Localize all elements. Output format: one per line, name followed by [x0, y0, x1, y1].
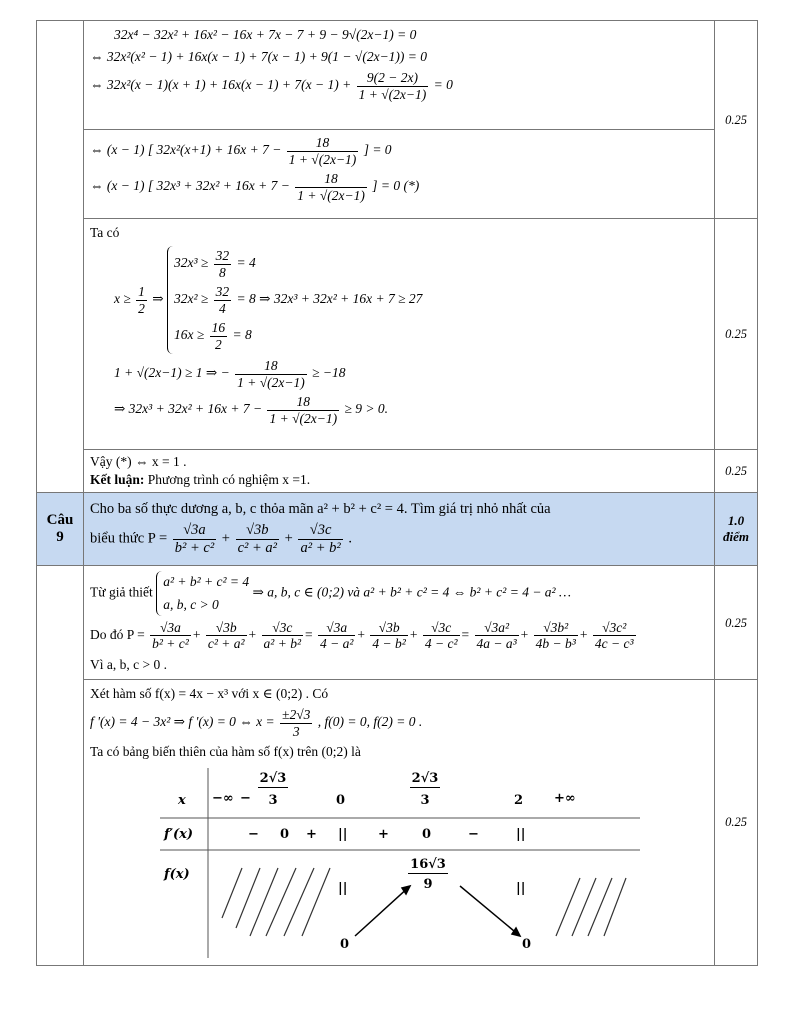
fraction: $\frac{18}{1 + √(2x-1)}$	[269, 394, 338, 426]
solution-block-6	[84, 680, 715, 965]
conclusion-block	[84, 450, 715, 493]
hatch-right	[556, 878, 626, 936]
conclusion-statement: Kết luận: Phương trình có nghiệm x =1.	[90, 472, 311, 488]
score-cell: 0.25	[715, 566, 758, 680]
variation-table: x f′(x) f(x) −∞ − 2√3 3 0 2√3 3 2 +∞ − 0 + || + 0 − || 16√3 9 || || 0 0	[160, 768, 640, 958]
intro-text: Ta có	[90, 225, 120, 240]
function-def-line: Xét hàm số f(x) = 4x − x³ với x ∈ (0;2) . Có	[90, 686, 329, 702]
min-right: 0	[522, 936, 532, 952]
min-left: 0	[340, 936, 350, 952]
label-cell-blank	[37, 21, 84, 493]
answer-sheet-page	[36, 20, 758, 966]
fraction: $\frac{18}{1 + √(2x-1)}$	[297, 171, 365, 203]
score-cell: 0.25	[715, 450, 758, 493]
p-transform-line: Do đó P = $\frac{√3a}{\text{b² + c²}}$ + $\frac{√3b}{\text{c² + a²}}$ + $\frac{√3c}{\text{a² + b²}}$ = $\frac{√3a}{\text{4 − a²}}$ + $\frac{√3b}{\text{4 − b²}}$ + $\frac{√3c}{\text{4 − c²}}$ = $\frac{\text{√3a²}}{\text{4a − a³}}$ + $\frac{\text{√3b²}}{\text{4b − b³}}$ + $\frac{\text{√3c²}}{\text{4c − c³}}$	[90, 619, 634, 652]
x-row-label: x	[178, 792, 186, 808]
equation-block-1	[84, 21, 715, 130]
fprime-row-label: f′(x)	[164, 826, 194, 842]
eq-line: 32x⁴ − 32x² + 16x² − 16x + 7x − 7 + 9 − 9√(2x−1) = 0	[114, 27, 417, 42]
solution-block-5	[84, 566, 715, 680]
f-row-label: f(x)	[164, 866, 190, 882]
fraction: $\frac{1}{2}$	[138, 284, 145, 316]
question-text: Cho ba số thực dương a, b, c thỏa mãn a² + b² + c² = 4. Tìm giá trị nhỏ nhất của biểu thức P = $\frac{√3a}{\text{b² + c²}}$ + $\frac{√3b}{\text{c² + a²}}$ + $\frac{√3c}{\text{a² + b²}}$ .	[84, 493, 715, 566]
fraction: $\frac{\pm 2√3}{3}$	[282, 707, 311, 739]
solution-row-6	[37, 680, 758, 965]
system-brace: 32x³ ≥ $\frac{32}{8}$ = 4 32x² ≥ $\frac{32}{4}$ = 8 ⇒ 32x³ + 32x² + 16x + 7 ≥ 27 16x ≥ $\frac{16}{2}$ = 8	[167, 246, 422, 354]
solution-row-4	[37, 450, 758, 493]
equation-block-3	[84, 219, 715, 450]
eq-line: ⇔ (x − 1) [ 32x³ + 32x² + 16x + 7 − $\frac{18}{1 + √(2x-1)}$ ] = 0 (*)	[90, 171, 420, 203]
system-brace: a² + b² + c² = 4 a, b, c > 0	[156, 571, 249, 615]
solution-row-3	[37, 219, 758, 450]
fraction: $\frac{√3c}{\text{a² + b²}}$	[300, 522, 341, 556]
question-label: Câu 9	[37, 493, 84, 566]
score-cell: 0.25	[715, 680, 758, 965]
hatch-left	[222, 868, 330, 936]
points-cell: 1.0 điểm	[715, 493, 758, 566]
answer-table	[36, 20, 758, 966]
score-cell: 0.25	[715, 219, 758, 450]
variation-intro: Ta có bảng biến thiên của hàm số f(x) trên (0;2) là	[90, 744, 361, 760]
fraction: $\frac{√3a}{\text{b² + c²}}$	[174, 522, 215, 556]
note-line: Vì a, b, c > 0 .	[90, 656, 167, 672]
max-value-num: 16√3	[408, 856, 448, 875]
eq-line: ⇔ 32x²(x² − 1) + 16x(x − 1) + 7(x − 1) + 9(1 − √(2x−1)) = 0	[90, 49, 428, 65]
equation-block-2	[84, 130, 715, 219]
solution-row-1	[37, 21, 758, 130]
fraction: $\frac{√3b}{\text{c² + a²}}$	[237, 522, 278, 556]
fraction: $\frac{18}{1 + √(2x-1)}$	[288, 135, 357, 167]
inequality-system: x ≥ $\frac{1}{2}$ ⇒ 32x³ ≥ $\frac{32}{8}$ = 4 32x² ≥ $\frac{32}{4}$ = 8 ⇒ 32x³ + 32x² + 16x + 7 ≥ 27 16x ≥ $\frac{16}{2}$ = 8	[90, 244, 708, 356]
eq-line: ⇔ 32x²(x − 1)(x + 1) + 16x(x − 1) + 7(x − 1) + $\frac{9(2 - 2x)}{1 + √(2x-1)}$ = 0	[90, 70, 453, 102]
solution-row-2	[37, 130, 758, 219]
fraction: $\frac{9(2 - 2x)}{1 + √(2x-1)}$	[358, 70, 427, 102]
hypothesis-line: Từ giả thiết a² + b² + c² = 4 a, b, c > 0 ⇒ a, b, c ∈ (0;2) và a² + b² + c² = 4 ⇔ b² + c² = 4 − a² …	[90, 569, 708, 617]
label-cell-blank	[37, 566, 84, 965]
derivative-line: f '(x) = 4 − 3x² ⇒ f '(x) = 0 ⇔ x = $\frac{\pm 2√3}{3}$ , f(0) = 0, f(2) = 0 .	[90, 707, 423, 739]
score-cell: 0.25	[715, 21, 758, 219]
fraction: $\frac{18}{1 + √(2x-1)}$	[237, 358, 305, 390]
eq-line: 1 + √(2x−1) ≥ 1 ⇒ − $\frac{18}{1 + √(2x-1)}$ ≥ −18	[114, 358, 346, 390]
max-value-den: 9	[423, 876, 433, 892]
eq-line: ⇒ 32x³ + 32x² + 16x + 7 − $\frac{18}{1 + √(2x-1)}$ ≥ 9 > 0.	[114, 394, 388, 426]
solution-row-5	[37, 566, 758, 680]
conclusion-line: Vậy (*) ⇔ x = 1 .	[90, 454, 187, 469]
eq-line: ⇔ (x − 1) [ 32x²(x+1) + 16x + 7 − $\frac{18}{1 + √(2x-1)}$ ] = 0	[90, 135, 392, 167]
question-9-row	[37, 493, 758, 566]
